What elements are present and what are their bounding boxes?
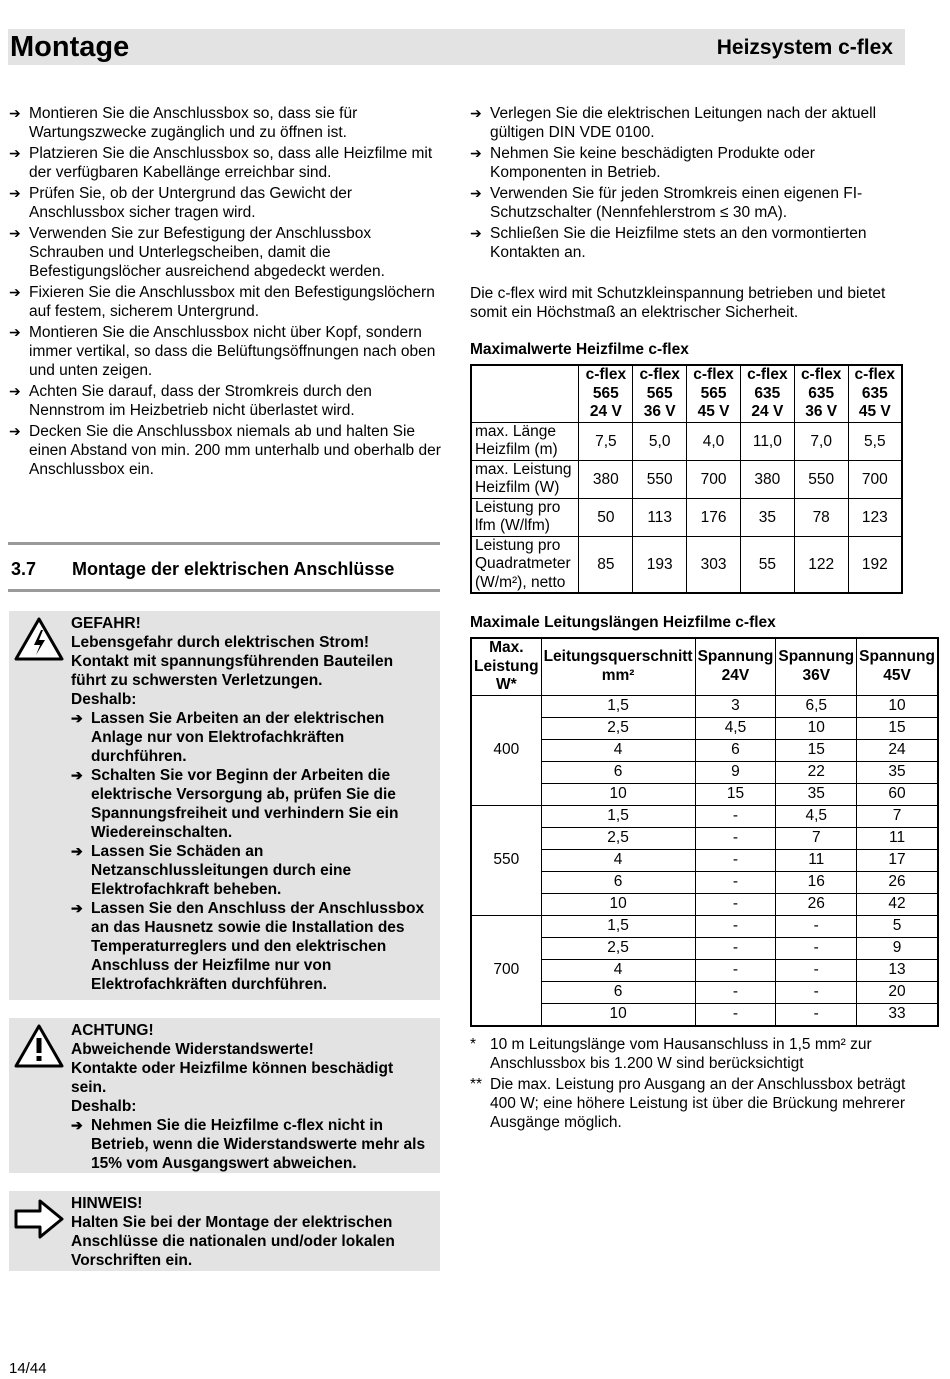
table-cell: 26 <box>776 893 857 915</box>
table-row <box>471 805 938 827</box>
danger-measures-list <box>71 709 432 994</box>
table-cell: 380 <box>740 460 794 498</box>
warning-icon <box>13 1023 65 1069</box>
list-item: ➔ Fixieren Sie die Anschlussbox mit den Befestigungslöchern auf festem, sicherem Untergrund. <box>9 283 441 321</box>
table-header-row <box>471 365 902 422</box>
list-item: ➔ Verlegen Sie die elektrischen Leitungen nach der aktuell gültigen DIN VDE 0100. <box>470 104 906 142</box>
hint-label: HINWEIS! <box>71 1195 143 1212</box>
table-cell: - <box>695 937 776 959</box>
page-header <box>8 29 905 65</box>
table-cell: 11 <box>776 849 857 871</box>
table-row <box>471 783 938 805</box>
electrical-instructions-list <box>470 104 906 262</box>
power-group-cell: 400 <box>471 695 541 805</box>
table-cell: 550 <box>633 460 687 498</box>
table-cell: 2,5 <box>541 827 695 849</box>
table-cell: 192 <box>848 536 902 593</box>
table-cell: 11 <box>857 827 938 849</box>
column-header: c-flex 635 45 V <box>848 365 902 422</box>
list-item: ➔ Verwenden Sie für jeden Stromkreis einen eigenen FI-Schutzschalter (Nennfehlerstrom ≤ 30 mA). <box>470 184 906 222</box>
table-cell: 4,5 <box>695 717 776 739</box>
table-cell: 550 <box>794 460 848 498</box>
table-cell: 50 <box>579 498 633 536</box>
caution-text <box>71 1021 432 1173</box>
table-cell: 123 <box>848 498 902 536</box>
table-cell: 7 <box>776 827 857 849</box>
table-cell: - <box>695 805 776 827</box>
table-cell: 7 <box>857 805 938 827</box>
table-cell: 13 <box>857 959 938 981</box>
table-row <box>471 717 938 739</box>
column-header: c-flex 635 24 V <box>740 365 794 422</box>
caution-measures-list <box>71 1116 432 1173</box>
table-row <box>471 498 902 536</box>
table-cell: 10 <box>541 893 695 915</box>
table-cell: 42 <box>857 893 938 915</box>
column-header: c-flex 565 24 V <box>579 365 633 422</box>
table-cell: 176 <box>687 498 741 536</box>
row-label: max. Länge Heizfilm (m) <box>471 422 579 460</box>
table-header-row <box>471 638 938 695</box>
table-cell: 4,5 <box>776 805 857 827</box>
footnote-text: Die max. Leistung pro Ausgang an der Anschlussbox beträgt 400 W; eine höhere Leistung ist über die Brückung mehrerer Ausgänge möglich. <box>490 1075 906 1131</box>
table-cell: 26 <box>857 871 938 893</box>
table-cell: 10 <box>776 717 857 739</box>
danger-label: GEFAHR! <box>71 615 141 632</box>
table-cell: 7,0 <box>794 422 848 460</box>
table-cell: 9 <box>695 761 776 783</box>
danger-text <box>71 614 432 994</box>
list-item: ➔ Lassen Sie Arbeiten an der elektrischen Anlage nur von Elektrofachkräften durchführen. <box>71 709 432 766</box>
caution-heading: Abweichende Widerstandswerte! <box>71 1041 314 1058</box>
table-cell: - <box>695 827 776 849</box>
table-cell: 6 <box>541 761 695 783</box>
table-cell: 5 <box>857 915 938 937</box>
table-cell: 60 <box>857 783 938 805</box>
table-cell: 4,0 <box>687 422 741 460</box>
list-item: ➔ Lassen Sie den Anschluss der Anschlussbox an das Hausnetz sowie die Installation des Temperaturreglers und den elektrischen Anschluss der Heizfilme nur von Elektrofachkräften durchführen. <box>71 899 432 994</box>
right-column <box>470 104 935 1134</box>
intro-paragraph: Die c-flex wird mit Schutzkleinspannung betrieben und bietet somit ein Höchstmaß an elektrischer Sicherheit. <box>470 285 886 321</box>
table-cell: 35 <box>857 761 938 783</box>
table-cell: 55 <box>740 536 794 593</box>
footnote-mark: * <box>470 1035 477 1053</box>
table-cell: 5,5 <box>848 422 902 460</box>
hint-body: Halten Sie bei der Montage der elektrischen Anschlüsse die nationalen und/oder lokalen Vorschriften ein. <box>71 1214 395 1269</box>
table-cell: 5,0 <box>633 422 687 460</box>
table-cell: 85 <box>579 536 633 593</box>
table-row <box>471 915 938 937</box>
table-cell: 24 <box>857 739 938 761</box>
table-cell: - <box>695 871 776 893</box>
danger-heading: Lebensgefahr durch elektrischen Strom! <box>71 634 370 651</box>
table-cell: 17 <box>857 849 938 871</box>
electric-hazard-icon <box>13 616 65 662</box>
table-cell: 4 <box>541 959 695 981</box>
table-cell: 303 <box>687 536 741 593</box>
table-cell: 9 <box>857 937 938 959</box>
table-row <box>471 981 938 1003</box>
list-item: ➔ Nehmen Sie keine beschädigten Produkte oder Komponenten in Betrieb. <box>470 144 906 182</box>
table-row <box>471 460 902 498</box>
column-header: Spannung 24V <box>695 638 776 695</box>
row-label: Leistung pro lfm (W/lfm) <box>471 498 579 536</box>
table-cell: 10 <box>541 1003 695 1026</box>
caution-consequence: Kontakte oder Heizfilme können beschädigt sein. <box>71 1060 394 1096</box>
table-cell: 1,5 <box>541 805 695 827</box>
table-cell: 700 <box>848 460 902 498</box>
list-item: ➔ Verwenden Sie zur Befestigung der Anschlussbox Schrauben und Unterlegscheiben, damit die Befestigungslöcher ausreichend abgedeckt werden. <box>9 224 441 281</box>
list-item: ➔ Nehmen Sie die Heizfilme c-flex nicht in Betrieb, wenn die Widerstandswerte mehr als 15% vom Ausgangswert abweichen. <box>71 1116 432 1173</box>
danger-notice <box>9 611 440 1000</box>
table-cell: 16 <box>776 871 857 893</box>
row-label: Leistung pro Quadratmeter (W/m²), netto <box>471 536 579 593</box>
table-row <box>471 893 938 915</box>
table-cell: - <box>776 915 857 937</box>
power-group-cell: 550 <box>471 805 541 915</box>
section-heading <box>8 542 440 592</box>
document-subtitle: Heizsystem c-flex <box>716 36 893 59</box>
list-item: ➔ Lassen Sie Schäden an Netzanschlussleitungen durch eine Elektrofachkraft beheben. <box>71 842 432 899</box>
left-column <box>9 104 441 481</box>
max-values-table <box>470 364 903 594</box>
table-cell: - <box>695 915 776 937</box>
list-item: ➔ Schließen Sie die Heizfilme stets an den vormontierten Kontakten an. <box>470 224 906 262</box>
table-row <box>471 849 938 871</box>
table-row <box>471 761 938 783</box>
section-title: Montage der elektrischen Anschlüsse <box>72 559 395 579</box>
footnote-text: 10 m Leitungslänge vom Hausanschluss in 1,5 mm² zur Anschlussbox bis 1.200 W sind berücksichtigt <box>490 1035 872 1072</box>
table-cell: 3 <box>695 695 776 717</box>
table-cell: 15 <box>776 739 857 761</box>
table-cell: - <box>695 849 776 871</box>
table-row <box>471 422 902 460</box>
table-cell: 15 <box>695 783 776 805</box>
footnote-mark: ** <box>470 1075 483 1093</box>
table-cell: - <box>776 959 857 981</box>
table-cell: - <box>695 959 776 981</box>
hint-text <box>71 1194 432 1270</box>
table-row <box>471 536 902 593</box>
table-cell: 78 <box>794 498 848 536</box>
table-cell: - <box>776 1003 857 1026</box>
footnote <box>470 1035 906 1073</box>
table-cell: 6 <box>541 981 695 1003</box>
table-cell: 7,5 <box>579 422 633 460</box>
table-cell: 2,5 <box>541 937 695 959</box>
table-cell: 1,5 <box>541 915 695 937</box>
caution-therefore: Deshalb: <box>71 1098 137 1115</box>
hint-notice <box>9 1191 440 1271</box>
table-cell: 11,0 <box>740 422 794 460</box>
table-row <box>471 871 938 893</box>
table-cell: 2,5 <box>541 717 695 739</box>
table-cell: 122 <box>794 536 848 593</box>
table-corner-cell <box>471 365 579 422</box>
column-header: c-flex 565 36 V <box>633 365 687 422</box>
table-cell: 22 <box>776 761 857 783</box>
table-cell: 6,5 <box>776 695 857 717</box>
caution-notice <box>9 1018 440 1173</box>
table-cell: - <box>695 893 776 915</box>
installation-instructions-list <box>9 104 441 479</box>
table-row <box>471 1003 938 1026</box>
caution-label: ACHTUNG! <box>71 1022 154 1039</box>
table-cell: 10 <box>541 783 695 805</box>
table-cell: 1,5 <box>541 695 695 717</box>
danger-consequence: Kontakt mit spannungsführenden Bauteilen führt zu schwersten Verletzungen. <box>71 653 394 689</box>
table-cell: 20 <box>857 981 938 1003</box>
column-header: Spannung 36V <box>776 638 857 695</box>
section-number: 3.7 <box>11 559 37 579</box>
max-cable-lengths-table <box>470 637 939 1027</box>
table1-caption: Maximalwerte Heizfilme c-flex <box>470 341 689 358</box>
footnotes <box>470 1035 906 1132</box>
list-item: ➔ Decken Sie die Anschlussbox niemals ab und halten Sie einen Abstand von min. 200 mm unterhalb und oberhalb der Anschlussbox ein. <box>9 422 441 479</box>
table-cell: 6 <box>541 871 695 893</box>
list-item: ➔ Prüfen Sie, ob der Untergrund das Gewicht der Anschlussbox sicher tragen wird. <box>9 184 441 222</box>
list-item: ➔ Montieren Sie die Anschlussbox nicht über Kopf, sondern immer vertikal, so dass die Belüftungsöffnungen nach oben und unten zeigen. <box>9 323 441 380</box>
table-row <box>471 695 938 717</box>
table-cell: 113 <box>633 498 687 536</box>
list-item: ➔ Achten Sie darauf, dass der Stromkreis durch den Nennstrom im Heizbetrieb nicht überlastet wird. <box>9 382 441 420</box>
table-row <box>471 827 938 849</box>
footnote <box>470 1075 906 1132</box>
danger-therefore: Deshalb: <box>71 691 137 708</box>
table-cell: 33 <box>857 1003 938 1026</box>
table-cell: - <box>776 937 857 959</box>
table-cell: 4 <box>541 849 695 871</box>
table2-caption: Maximale Leitungslängen Heizfilme c-flex <box>470 614 776 631</box>
row-label: max. Leistung Heizfilm (W) <box>471 460 579 498</box>
page-number: 14/44 <box>9 1360 47 1377</box>
table-row <box>471 739 938 761</box>
table-cell: 6 <box>695 739 776 761</box>
table-row <box>471 959 938 981</box>
list-item: ➔ Schalten Sie vor Beginn der Arbeiten die elektrische Versorgung ab, prüfen Sie die Spannungsfreiheit und verhindern Sie ein Wiedereinschalten. <box>71 766 432 842</box>
table-cell: 10 <box>857 695 938 717</box>
table-cell: 193 <box>633 536 687 593</box>
power-group-cell: 700 <box>471 915 541 1026</box>
table-cell: - <box>695 1003 776 1026</box>
list-item: ➔ Montieren Sie die Anschlussbox so, dass sie für Wartungszwecke zugänglich und zu öffnen ist. <box>9 104 441 142</box>
table-cell: - <box>776 981 857 1003</box>
column-header: c-flex 565 45 V <box>687 365 741 422</box>
table-cell: - <box>695 981 776 1003</box>
list-item: ➔ Platzieren Sie die Anschlussbox so, dass alle Heizfilme mit der verfügbaren Kabellänge erreichbar sind. <box>9 144 441 182</box>
column-header: Leitungsquerschnitt mm² <box>541 638 695 695</box>
table-cell: 380 <box>579 460 633 498</box>
table-row <box>471 937 938 959</box>
column-header: Max. Leistung W* <box>471 638 541 695</box>
arrow-right-icon <box>13 1196 65 1242</box>
table-cell: 700 <box>687 460 741 498</box>
table-cell: 15 <box>857 717 938 739</box>
column-header: Spannung 45V <box>857 638 938 695</box>
column-header: c-flex 635 36 V <box>794 365 848 422</box>
page-title: Montage <box>10 31 130 63</box>
table-cell: 35 <box>776 783 857 805</box>
table-cell: 35 <box>740 498 794 536</box>
table-cell: 4 <box>541 739 695 761</box>
